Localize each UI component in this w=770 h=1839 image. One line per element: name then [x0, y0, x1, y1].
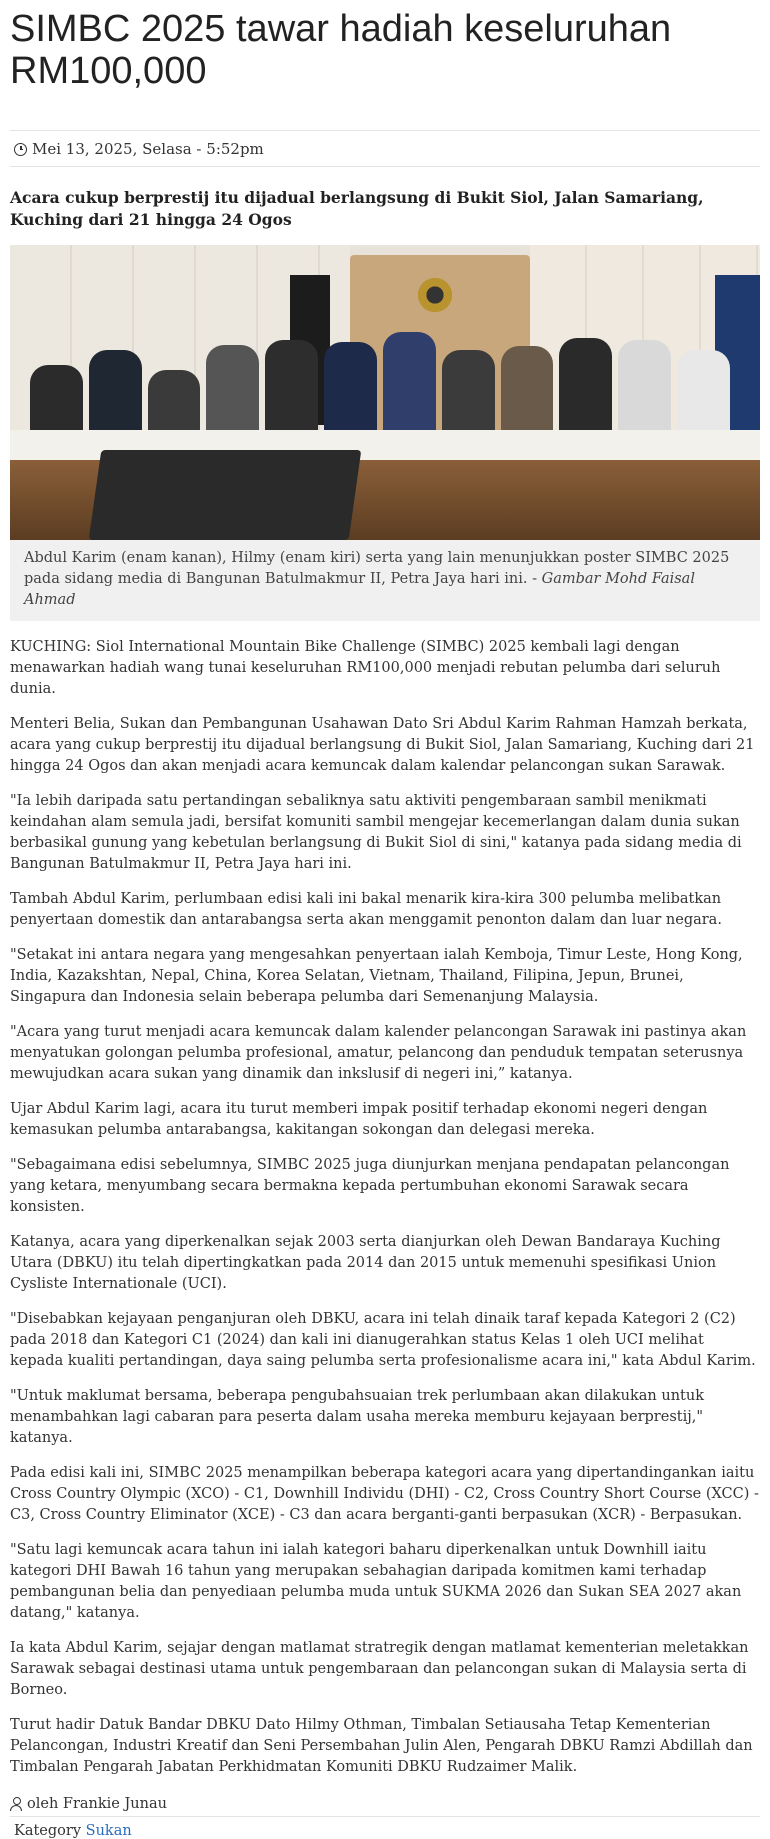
photo-monitor	[89, 450, 362, 540]
article-date: Mei 13, 2025, Selasa - 5:52pm	[32, 140, 264, 158]
article-photo[interactable]	[10, 245, 760, 540]
byline-text: oleh Frankie Junau	[27, 1796, 167, 1812]
article-paragraph: Katanya, acara yang diperkenalkan sejak 2003 serta dianjurkan oleh Dewan Bandaraya Kuching Utara (DBKU) itu telah dipertingkatkan pada 2014 dan 2015 untuk memenuhi spesifikasi Union Cysliste Internationale (UCI).	[10, 1234, 721, 1292]
article-paragraph: Tambah Abdul Karim, perlumbaan edisi kali ini bakal menarik kira-kira 300 pelumba melibatkan penyertaan domestik dan antarabangsa serta akan menggamit penonton dalam dan luar negara.	[10, 891, 722, 928]
article-category	[10, 1816, 760, 1839]
article-container	[0, 8, 770, 1839]
article-lede: Acara cukup berprestij itu dijadual berlangsung di Bukit Siol, Jalan Samariang, Kuching dari 21 hingga 24 Ogos	[10, 188, 704, 229]
article-paragraph: KUCHING: Siol International Mountain Bike Challenge (SIMBC) 2025 kembali lagi dengan menawarkan hadiah wang tunai keseluruhan RM100,000 menjadi rebutan pelumba dari seluruh dunia.	[10, 639, 721, 697]
article-title: SIMBC 2025 tawar hadiah keseluruhan RM100,000	[10, 8, 672, 92]
article-paragraph: Menteri Belia, Sukan dan Pembangunan Usahawan Dato Sri Abdul Karim Rahman Hamzah berkata, acara yang cukup berprestij itu dijadual berlangsung di Bukit Siol, Jalan Samariang, Kuching dari 21 hingga 24 Ogos dan akan menjadi acara kemuncak dalam kalendar pelancongan sukan Sarawak.	[10, 716, 755, 774]
article-figure	[10, 245, 760, 621]
article-paragraph: "Ia lebih daripada satu pertandingan sebaliknya satu aktiviti pengembaraan sambil menikmati keindahan alam semula jadi, bersifat komuniti sambil mengejar kecemerlangan dalam dunia sukan berbasikal gunung yang kebetulan berlangsung di Bukit Siol di sini," katanya pada sidang media di Bangunan Batulmakmur II, Petra Jaya hari ini.	[10, 793, 742, 872]
caption-text: Abdul Karim (enam kanan), Hilmy (enam kiri) serta yang lain menunjukkan poster SIMBC 2025 pada sidang media di Bangunan Batulmakmur II, Petra Jaya hari ini. -	[24, 550, 730, 587]
article-body	[10, 637, 760, 1778]
article-paragraph: Turut hadir Datuk Bandar DBKU Dato Hilmy Othman, Timbalan Setiausaha Tetap Kementerian Pelancongan, Industri Kreatif dan Seni Persembahan Julin Alen, Pengarah DBKU Ramzi Abdillah dan Timbalan Pengarah Jabatan Perkhidmatan Komuniti DBKU Rudzaimer Malik.	[10, 1717, 753, 1775]
category-label: Kategory	[14, 1823, 82, 1839]
user-icon	[10, 1797, 22, 1811]
category-link[interactable]: Sukan	[85, 1823, 132, 1839]
article-paragraph: Ia kata Abdul Karim, sejajar dengan matlamat stratregik dengan matlamat kementerian meletakkan Sarawak sebagai destinasi utama untuk pengembaraan dan pelancongan sukan di Malaysia serta di Borneo.	[10, 1640, 749, 1698]
article-paragraph: Ujar Abdul Karim lagi, acara itu turut memberi impak positif terhadap ekonomi negeri dengan kemasukan pelumba antarabangsa, kakitangan sokongan dan delegasi mereka.	[10, 1101, 708, 1138]
photo-crest	[415, 275, 455, 315]
article-paragraph: "Disebabkan kejayaan penganjuran oleh DBKU, acara ini telah dinaik taraf kepada Kategori 2 (C2) pada 2018 dan Kategori C1 (2024) dan kali ini dianugerahkan status Kelas 1 oleh UCI melihat kepada kualiti pertandingan, daya saing pelumba serta profesionalisme acara ini," kata Abdul Karim.	[10, 1311, 756, 1369]
article-byline	[10, 1796, 760, 1812]
article-paragraph: "Untuk maklumat bersama, beberapa pengubahsuaian trek perlumbaan akan dilakukan untuk menambahkan lagi cabaran para peserta dalam usaha mereka memburu kejayaan berprestij," katanya.	[10, 1388, 704, 1446]
article-paragraph: "Setakat ini antara negara yang mengesahkan penyertaan ialah Kemboja, Timur Leste, Hong Kong, India, Kazakshtan, Nepal, China, Korea Selatan, Vietnam, Thailand, Filipina, Jepun, Brunei, Singapura dan Indonesia selain beberapa pelumba dari Semenanjung Malaysia.	[10, 947, 743, 1005]
article-paragraph: "Satu lagi kemuncak acara tahun ini ialah kategori baharu diperkenalkan untuk Downhill iaitu kategori DHI Bawah 16 tahun yang merupakan sebahagian daripada komitmen kami terhadap pembangunan belia dan penyediaan pelumba muda untuk SUKMA 2026 dan Sukan SEA 2027 akan datang," katanya.	[10, 1542, 742, 1621]
article-paragraph: Pada edisi kali ini, SIMBC 2025 menampilkan beberapa kategori acara yang dipertandingankan iaitu Cross Country Olympic (XCO) - C1, Downhill Individu (DHI) - C2, Cross Country Short Course (XCC) - C3, Cross Country Eliminator (XCE) - C3 dan acara berganti-ganti berpasukan (XCR) - Berpasukan.	[10, 1465, 759, 1523]
caption-credit: Gambar Mohd Faisal Ahmad	[24, 571, 695, 608]
article-paragraph: "Sebagaimana edisi sebelumnya, SIMBC 2025 juga diunjurkan menjana pendapatan pelancongan yang ketara, menyumbang secara bermakna kepada pertumbuhan ekonomi Sarawak secara konsisten.	[10, 1157, 730, 1215]
clock-icon	[14, 143, 27, 156]
photo-caption	[10, 540, 760, 621]
article-meta	[10, 130, 760, 167]
article-paragraph: "Acara yang turut menjadi acara kemuncak dalam kalender pelancongan Sarawak ini pastinya akan menyatukan golongan pelumba profesional, amatur, pelancong dan penduduk tempatan seterusnya mewujudkan acara sukan yang dinamik dan inkslusif di negeri ini,” katanya.	[10, 1024, 747, 1082]
